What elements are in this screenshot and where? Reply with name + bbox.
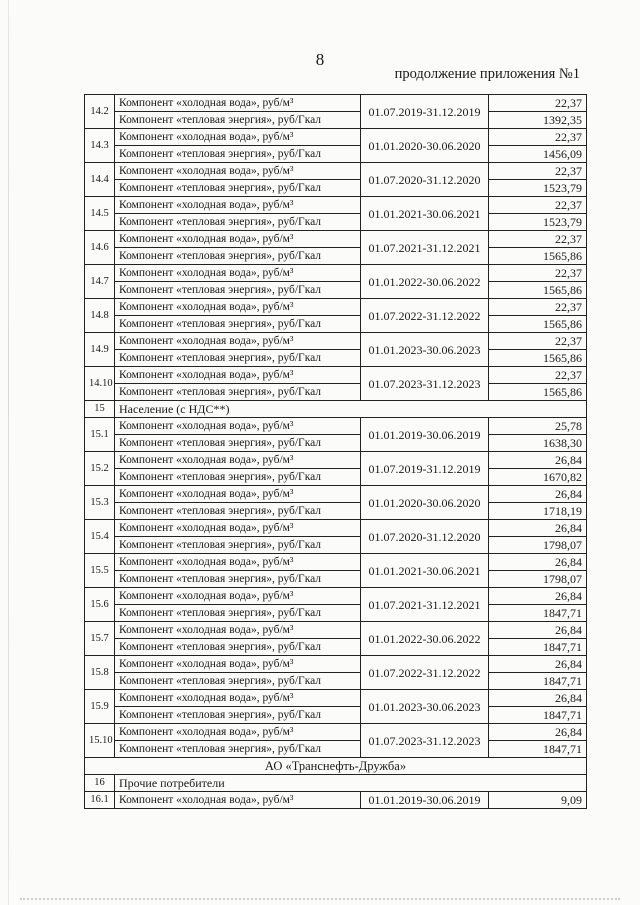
component-label-heat-energy: Компонент «тепловая энергия», руб/Гкал bbox=[115, 248, 361, 265]
row-code: 15.6 bbox=[85, 588, 115, 622]
period: 01.07.2020-31.12.2020 bbox=[361, 520, 489, 554]
tariff-value-heat-energy: 1565,86 bbox=[489, 282, 587, 299]
component-label-heat-energy: Компонент «тепловая энергия», руб/Гкал bbox=[115, 112, 361, 129]
tariff-row-cold-water bbox=[85, 452, 587, 469]
period: 01.01.2021-30.06.2021 bbox=[361, 554, 489, 588]
component-label-heat-energy: Компонент «тепловая энергия», руб/Гкал bbox=[115, 503, 361, 520]
tariff-row-cold-water bbox=[85, 656, 587, 673]
period: 01.07.2020-31.12.2020 bbox=[361, 163, 489, 197]
tariff-value-cold-water: 26,84 bbox=[489, 656, 587, 673]
appendix-continuation-note: продолжение приложения №1 bbox=[394, 66, 580, 82]
tariff-row-heat-energy bbox=[85, 282, 587, 299]
component-label-cold-water: Компонент «холодная вода», руб/м³ bbox=[115, 520, 361, 537]
tariff-value-heat-energy: 1798,07 bbox=[489, 537, 587, 554]
tariff-value-heat-energy: 1392,35 bbox=[489, 112, 587, 129]
tariff-value-heat-energy: 1847,71 bbox=[489, 741, 587, 758]
tariff-value-cold-water: 22,37 bbox=[489, 95, 587, 112]
component-label-heat-energy: Компонент «тепловая энергия», руб/Гкал bbox=[115, 282, 361, 299]
component-label-cold-water: Компонент «холодная вода», руб/м³ bbox=[115, 265, 361, 282]
tariff-value-heat-energy: 1565,86 bbox=[489, 248, 587, 265]
tariff-row-heat-energy bbox=[85, 605, 587, 622]
component-label-heat-energy: Компонент «тепловая энергия», руб/Гкал bbox=[115, 673, 361, 690]
tariff-row-heat-energy bbox=[85, 707, 587, 724]
period: 01.01.2020-30.06.2020 bbox=[361, 486, 489, 520]
tariff-value-heat-energy: 1565,86 bbox=[489, 384, 587, 401]
tariff-value-cold-water: 26,84 bbox=[489, 452, 587, 469]
tariff-value-heat-energy: 1670,82 bbox=[489, 469, 587, 486]
row-code: 14.4 bbox=[85, 163, 115, 197]
period: 01.01.2022-30.06.2022 bbox=[361, 622, 489, 656]
period: 01.07.2022-31.12.2022 bbox=[361, 656, 489, 690]
period: 01.07.2019-31.12.2019 bbox=[361, 95, 489, 129]
period: 01.07.2019-31.12.2019 bbox=[361, 452, 489, 486]
section-row bbox=[85, 775, 587, 792]
period: 01.07.2023-31.12.2023 bbox=[361, 724, 489, 758]
component-label-cold-water: Компонент «холодная вода», руб/м³ bbox=[115, 418, 361, 435]
component-label-cold-water: Компонент «холодная вода», руб/м³ bbox=[115, 622, 361, 639]
tariff-value-heat-energy: 1523,79 bbox=[489, 180, 587, 197]
component-label-heat-energy: Компонент «тепловая энергия», руб/Гкал bbox=[115, 180, 361, 197]
tariff-row-heat-energy bbox=[85, 316, 587, 333]
tariff-row bbox=[85, 792, 587, 809]
component-label-cold-water: Компонент «холодная вода», руб/м³ bbox=[115, 656, 361, 673]
tariff-row-cold-water bbox=[85, 129, 587, 146]
tariff-value-cold-water: 22,37 bbox=[489, 129, 587, 146]
tariff-row-heat-energy bbox=[85, 741, 587, 758]
period: 01.01.2021-30.06.2021 bbox=[361, 197, 489, 231]
tariff-row-cold-water bbox=[85, 588, 587, 605]
tariff-row-heat-energy bbox=[85, 639, 587, 656]
tariff-value-heat-energy: 1847,71 bbox=[489, 605, 587, 622]
row-code: 14.3 bbox=[85, 129, 115, 163]
tariff-value-cold-water: 22,37 bbox=[489, 333, 587, 350]
row-code: 15.10 bbox=[85, 724, 115, 758]
component-label-heat-energy: Компонент «тепловая энергия», руб/Гкал bbox=[115, 214, 361, 231]
period: 01.07.2023-31.12.2023 bbox=[361, 367, 489, 401]
row-code: 15.1 bbox=[85, 418, 115, 452]
tariff-row-heat-energy bbox=[85, 112, 587, 129]
tariff-value-cold-water: 22,37 bbox=[489, 197, 587, 214]
component-label-heat-energy: Компонент «тепловая энергия», руб/Гкал bbox=[115, 707, 361, 724]
component-label: Компонент «холодная вода», руб/м³ bbox=[115, 792, 361, 809]
row-code: 14.2 bbox=[85, 95, 115, 129]
tariff-row-heat-energy bbox=[85, 673, 587, 690]
tariff-block-group-15 bbox=[85, 418, 587, 758]
row-code: 14.8 bbox=[85, 299, 115, 333]
component-label-cold-water: Компонент «холодная вода», руб/м³ bbox=[115, 690, 361, 707]
row-code: 15.9 bbox=[85, 690, 115, 724]
tariff-row-cold-water bbox=[85, 333, 587, 350]
page-number: 8 bbox=[315, 50, 325, 69]
tariff-row-cold-water bbox=[85, 520, 587, 537]
period: 01.07.2021-31.12.2021 bbox=[361, 588, 489, 622]
period: 01.01.2019-30.06.2019 bbox=[361, 792, 489, 809]
tariff-row-heat-energy bbox=[85, 146, 587, 163]
tariff-value-cold-water: 26,84 bbox=[489, 690, 587, 707]
tariff-row-heat-energy bbox=[85, 248, 587, 265]
tariff-value-cold-water: 26,84 bbox=[489, 554, 587, 571]
section-label: Население (с НДС**) bbox=[115, 401, 587, 418]
tariff-value-cold-water: 26,84 bbox=[489, 588, 587, 605]
tariff-value-cold-water: 26,84 bbox=[489, 724, 587, 741]
component-label-cold-water: Компонент «холодная вода», руб/м³ bbox=[115, 129, 361, 146]
tariff-row-heat-energy bbox=[85, 435, 587, 452]
component-label-cold-water: Компонент «холодная вода», руб/м³ bbox=[115, 724, 361, 741]
component-label-cold-water: Компонент «холодная вода», руб/м³ bbox=[115, 367, 361, 384]
row-code: 15.5 bbox=[85, 554, 115, 588]
component-label-cold-water: Компонент «холодная вода», руб/м³ bbox=[115, 333, 361, 350]
tariff-value-heat-energy: 1456,09 bbox=[489, 146, 587, 163]
period: 01.01.2023-30.06.2023 bbox=[361, 333, 489, 367]
component-label-cold-water: Компонент «холодная вода», руб/м³ bbox=[115, 588, 361, 605]
tariff-row-heat-energy bbox=[85, 571, 587, 588]
section-code: 15 bbox=[85, 401, 115, 418]
scan-bottom-artifact bbox=[20, 898, 620, 902]
tariff-row-heat-energy bbox=[85, 214, 587, 231]
section-row bbox=[85, 401, 587, 418]
section-15-header bbox=[85, 401, 587, 418]
component-label-cold-water: Компонент «холодная вода», руб/м³ bbox=[115, 554, 361, 571]
component-label-heat-energy: Компонент «тепловая энергия», руб/Гкал bbox=[115, 469, 361, 486]
tariff-row-heat-energy bbox=[85, 350, 587, 367]
tariff-value-heat-energy: 1565,86 bbox=[489, 350, 587, 367]
tariff-value-cold-water: 26,84 bbox=[489, 486, 587, 503]
tariff-row-cold-water bbox=[85, 265, 587, 282]
tariff-row-cold-water bbox=[85, 163, 587, 180]
tariff-row-cold-water bbox=[85, 197, 587, 214]
tariff-row-cold-water bbox=[85, 299, 587, 316]
period: 01.01.2023-30.06.2023 bbox=[361, 690, 489, 724]
row-code: 15.4 bbox=[85, 520, 115, 554]
tariff-row-heat-energy bbox=[85, 469, 587, 486]
component-label-heat-energy: Компонент «тепловая энергия», руб/Гкал bbox=[115, 350, 361, 367]
row-code: 14.6 bbox=[85, 231, 115, 265]
tariff-row-heat-energy bbox=[85, 180, 587, 197]
tariff-value-cold-water: 25,78 bbox=[489, 418, 587, 435]
tariff-value-heat-energy: 1638,30 bbox=[489, 435, 587, 452]
component-label-heat-energy: Компонент «тепловая энергия», руб/Гкал bbox=[115, 571, 361, 588]
tariff-value-heat-energy: 1847,71 bbox=[489, 639, 587, 656]
period: 01.01.2020-30.06.2020 bbox=[361, 129, 489, 163]
section-code: 16 bbox=[85, 775, 115, 792]
period: 01.07.2021-31.12.2021 bbox=[361, 231, 489, 265]
row-code: 15.8 bbox=[85, 656, 115, 690]
tariff-table bbox=[84, 94, 587, 809]
company-row bbox=[85, 758, 587, 775]
tariff-value: 9,09 bbox=[489, 792, 587, 809]
tariff-row-cold-water bbox=[85, 724, 587, 741]
tariff-row-cold-water bbox=[85, 622, 587, 639]
tariff-row-cold-water bbox=[85, 418, 587, 435]
component-label-cold-water: Компонент «холодная вода», руб/м³ bbox=[115, 95, 361, 112]
tariff-value-cold-water: 22,37 bbox=[489, 231, 587, 248]
tariff-row-heat-energy bbox=[85, 503, 587, 520]
tariff-row-cold-water bbox=[85, 231, 587, 248]
period: 01.01.2019-30.06.2019 bbox=[361, 418, 489, 452]
component-label-heat-energy: Компонент «тепловая энергия», руб/Гкал bbox=[115, 316, 361, 333]
company-name: АО «Транснефть-Дружба» bbox=[85, 758, 587, 775]
component-label-heat-energy: Компонент «тепловая энергия», руб/Гкал bbox=[115, 639, 361, 656]
row-code: 14.7 bbox=[85, 265, 115, 299]
row-code: 15.3 bbox=[85, 486, 115, 520]
tariff-value-cold-water: 22,37 bbox=[489, 265, 587, 282]
row-code: 15.7 bbox=[85, 622, 115, 656]
period: 01.07.2022-31.12.2022 bbox=[361, 299, 489, 333]
component-label-cold-water: Компонент «холодная вода», руб/м³ bbox=[115, 163, 361, 180]
row-code: 16.1 bbox=[85, 792, 115, 809]
row-code: 14.9 bbox=[85, 333, 115, 367]
tariff-row-cold-water bbox=[85, 486, 587, 503]
component-label-cold-water: Компонент «холодная вода», руб/м³ bbox=[115, 197, 361, 214]
company-section bbox=[85, 758, 587, 809]
tariff-value-cold-water: 22,37 bbox=[489, 367, 587, 384]
tariff-value-heat-energy: 1718,19 bbox=[489, 503, 587, 520]
component-label-cold-water: Компонент «холодная вода», руб/м³ bbox=[115, 486, 361, 503]
tariff-row-cold-water bbox=[85, 690, 587, 707]
tariff-row-heat-energy bbox=[85, 537, 587, 554]
tariff-row-heat-energy bbox=[85, 384, 587, 401]
component-label-heat-energy: Компонент «тепловая энергия», руб/Гкал bbox=[115, 741, 361, 758]
component-label-cold-water: Компонент «холодная вода», руб/м³ bbox=[115, 452, 361, 469]
component-label-heat-energy: Компонент «тепловая энергия», руб/Гкал bbox=[115, 435, 361, 452]
component-label-heat-energy: Компонент «тепловая энергия», руб/Гкал bbox=[115, 605, 361, 622]
tariff-block-group-14 bbox=[85, 95, 587, 401]
tariff-value-cold-water: 26,84 bbox=[489, 520, 587, 537]
tariff-value-heat-energy: 1847,71 bbox=[489, 707, 587, 724]
component-label-cold-water: Компонент «холодная вода», руб/м³ bbox=[115, 299, 361, 316]
tariff-value-heat-energy: 1798,07 bbox=[489, 571, 587, 588]
component-label-heat-energy: Компонент «тепловая энергия», руб/Гкал bbox=[115, 384, 361, 401]
tariff-row-cold-water bbox=[85, 367, 587, 384]
tariff-value-cold-water: 26,84 bbox=[489, 622, 587, 639]
component-label-heat-energy: Компонент «тепловая энергия», руб/Гкал bbox=[115, 537, 361, 554]
row-code: 15.2 bbox=[85, 452, 115, 486]
section-label: Прочие потребители bbox=[115, 775, 587, 792]
tariff-value-heat-energy: 1523,79 bbox=[489, 214, 587, 231]
row-code: 14.10 bbox=[85, 367, 115, 401]
tariff-value-cold-water: 22,37 bbox=[489, 163, 587, 180]
tariff-value-cold-water: 22,37 bbox=[489, 299, 587, 316]
tariff-value-heat-energy: 1847,71 bbox=[489, 673, 587, 690]
tariff-row-cold-water bbox=[85, 554, 587, 571]
row-code: 14.5 bbox=[85, 197, 115, 231]
period: 01.01.2022-30.06.2022 bbox=[361, 265, 489, 299]
tariff-row-cold-water bbox=[85, 95, 587, 112]
component-label-cold-water: Компонент «холодная вода», руб/м³ bbox=[115, 231, 361, 248]
tariff-value-heat-energy: 1565,86 bbox=[489, 316, 587, 333]
scan-edge-artifact bbox=[8, 0, 9, 905]
component-label-heat-energy: Компонент «тепловая энергия», руб/Гкал bbox=[115, 146, 361, 163]
